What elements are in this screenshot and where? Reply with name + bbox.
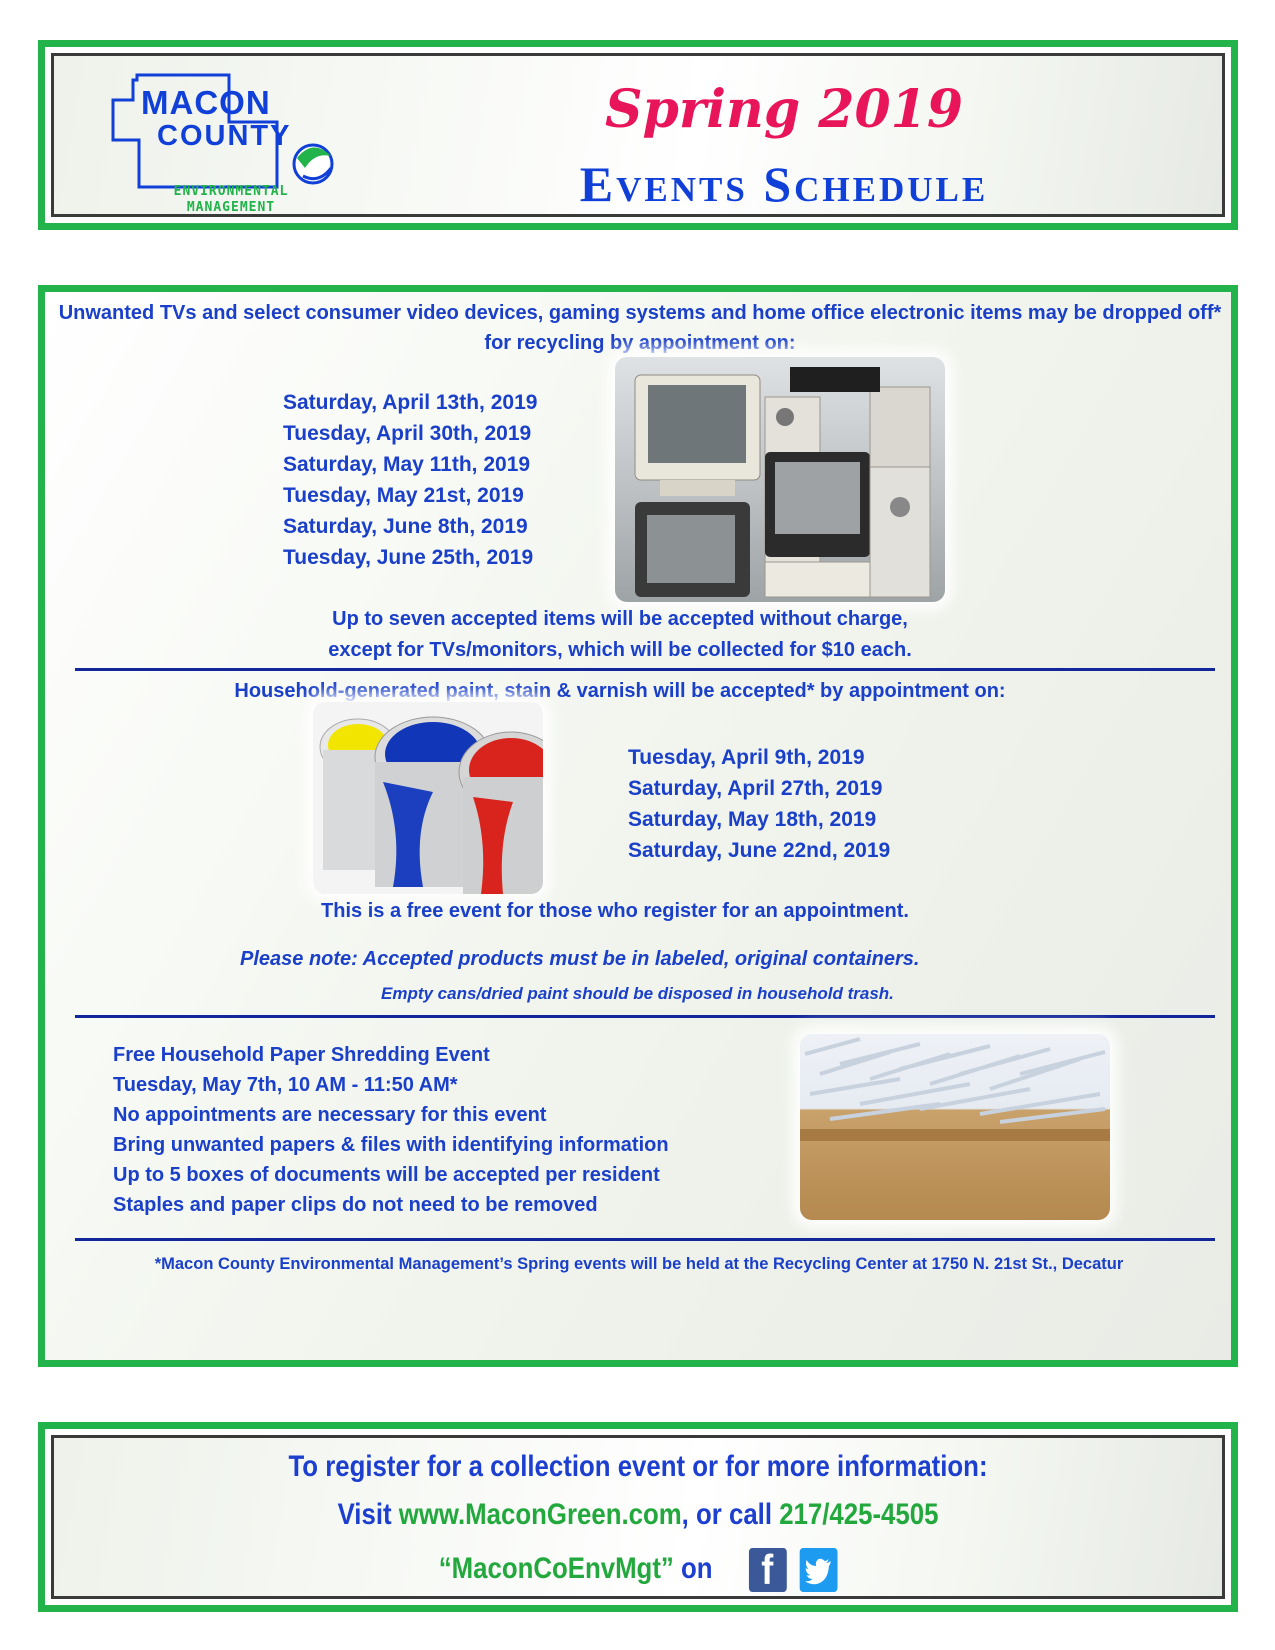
- phone-number[interactable]: 217/425-4505: [779, 1498, 939, 1531]
- electronics-date: Saturday, May 11th, 2019: [283, 453, 531, 476]
- title-spring-2019: Spring 2019: [604, 79, 964, 140]
- visit-label: Visit: [337, 1498, 392, 1531]
- macon-county-logo: [109, 72, 349, 217]
- electronics-date: Saturday, April 13th, 2019: [283, 391, 538, 414]
- shredding-details: [113, 1040, 669, 1220]
- social-handle: “MaconCoEnvMgt”: [438, 1551, 674, 1585]
- title-events-schedule: Events Schedule: [579, 156, 989, 212]
- location-note: *Macon County Environmental Management’s Spring events will be held at the Recycling Center at 1750 N. 21st St., Decatur: [154, 1255, 1124, 1273]
- section-divider: [75, 1015, 1215, 1018]
- shredding-line: Bring unwanted papers & files with identifying information: [113, 1134, 669, 1156]
- electronics-photo: [615, 357, 945, 602]
- paint-free-note: This is a free event for those who register for an appointment.: [321, 900, 909, 922]
- social-line: [136, 1548, 1140, 1592]
- page-title: [474, 78, 1094, 214]
- paint-dates: [628, 742, 890, 866]
- logo-county: COUNTY: [157, 120, 292, 152]
- electronics-note-line2: except for TVs/monitors, which will be collected for $10 each.: [328, 639, 912, 661]
- main-inner: [45, 292, 1231, 1360]
- paint-date: Saturday, April 27th, 2019: [628, 777, 883, 800]
- shredding-line: Up to 5 boxes of documents will be accepted per resident: [113, 1164, 660, 1186]
- header-inner: [51, 53, 1225, 217]
- electronics-date: Tuesday, April 30th, 2019: [283, 422, 532, 445]
- twitter-bird-icon: [799, 1548, 837, 1592]
- paint-date: Saturday, June 22nd, 2019: [628, 839, 891, 862]
- website-link[interactable]: www.MaconGreen.com: [398, 1498, 682, 1531]
- logo-macon: MACON: [141, 84, 271, 121]
- electronics-charge-note: [55, 604, 1185, 666]
- paint-cans-photo: [313, 702, 543, 894]
- twitter-icon[interactable]: [799, 1548, 837, 1592]
- shredded-paper-photo: [800, 1034, 1110, 1220]
- footer-banner: [38, 1422, 1238, 1612]
- logo-environmental: ENVIRONMENTAL: [173, 184, 289, 199]
- paint-cans-illustration: [313, 702, 543, 894]
- section-divider: [75, 1238, 1215, 1241]
- on-label: on: [680, 1551, 713, 1585]
- section-divider: [75, 668, 1215, 671]
- shredding-line: Free Household Paper Shredding Event: [113, 1044, 490, 1066]
- electronics-intro: Unwanted TVs and select consumer video devices, gaming systems and home office electronic items may be dropped off* for recycling by appointment on:: [58, 302, 1222, 354]
- electronics-dates: [283, 387, 537, 573]
- facebook-glyph: f: [761, 1546, 774, 1593]
- main-content: [38, 285, 1238, 1367]
- paint-date: Tuesday, April 9th, 2019: [628, 746, 865, 769]
- logo-environmental-management: [141, 184, 321, 216]
- shredded-paper-illustration: [800, 1034, 1110, 1220]
- header-banner: [38, 40, 1238, 230]
- paint-intro: Household-generated paint, stain & varnish will be accepted* by appointment on:: [234, 680, 1006, 702]
- paint-please-note: Please note: Accepted products must be in labeled, original containers.: [240, 948, 920, 970]
- shredding-line: No appointments are necessary for this event: [113, 1104, 547, 1126]
- logo-management: MANAGEMENT: [186, 200, 276, 215]
- shredding-line: Tuesday, May 7th, 10 AM - 11:50 AM*: [113, 1074, 458, 1096]
- paint-empty-cans-note: Empty cans/dried paint should be disposed in household trash.: [381, 984, 894, 1003]
- or-call-label: , or call: [681, 1498, 773, 1531]
- electronics-date: Tuesday, June 25th, 2019: [283, 546, 534, 569]
- electronics-date: Tuesday, May 21st, 2019: [283, 484, 524, 507]
- electronics-date: Saturday, June 8th, 2019: [283, 515, 528, 538]
- shredding-line: Staples and paper clips do not need to be removed: [113, 1194, 598, 1216]
- electronics-illustration: [615, 357, 945, 602]
- paint-date: Saturday, May 18th, 2019: [628, 808, 877, 831]
- footer-inner: [51, 1435, 1225, 1599]
- electronics-note-line1: Up to seven accepted items will be accepted without charge,: [332, 608, 908, 630]
- register-heading: To register for a collection event or for more information:: [288, 1450, 988, 1483]
- facebook-icon[interactable]: [749, 1548, 787, 1592]
- contact-line: [136, 1498, 1140, 1532]
